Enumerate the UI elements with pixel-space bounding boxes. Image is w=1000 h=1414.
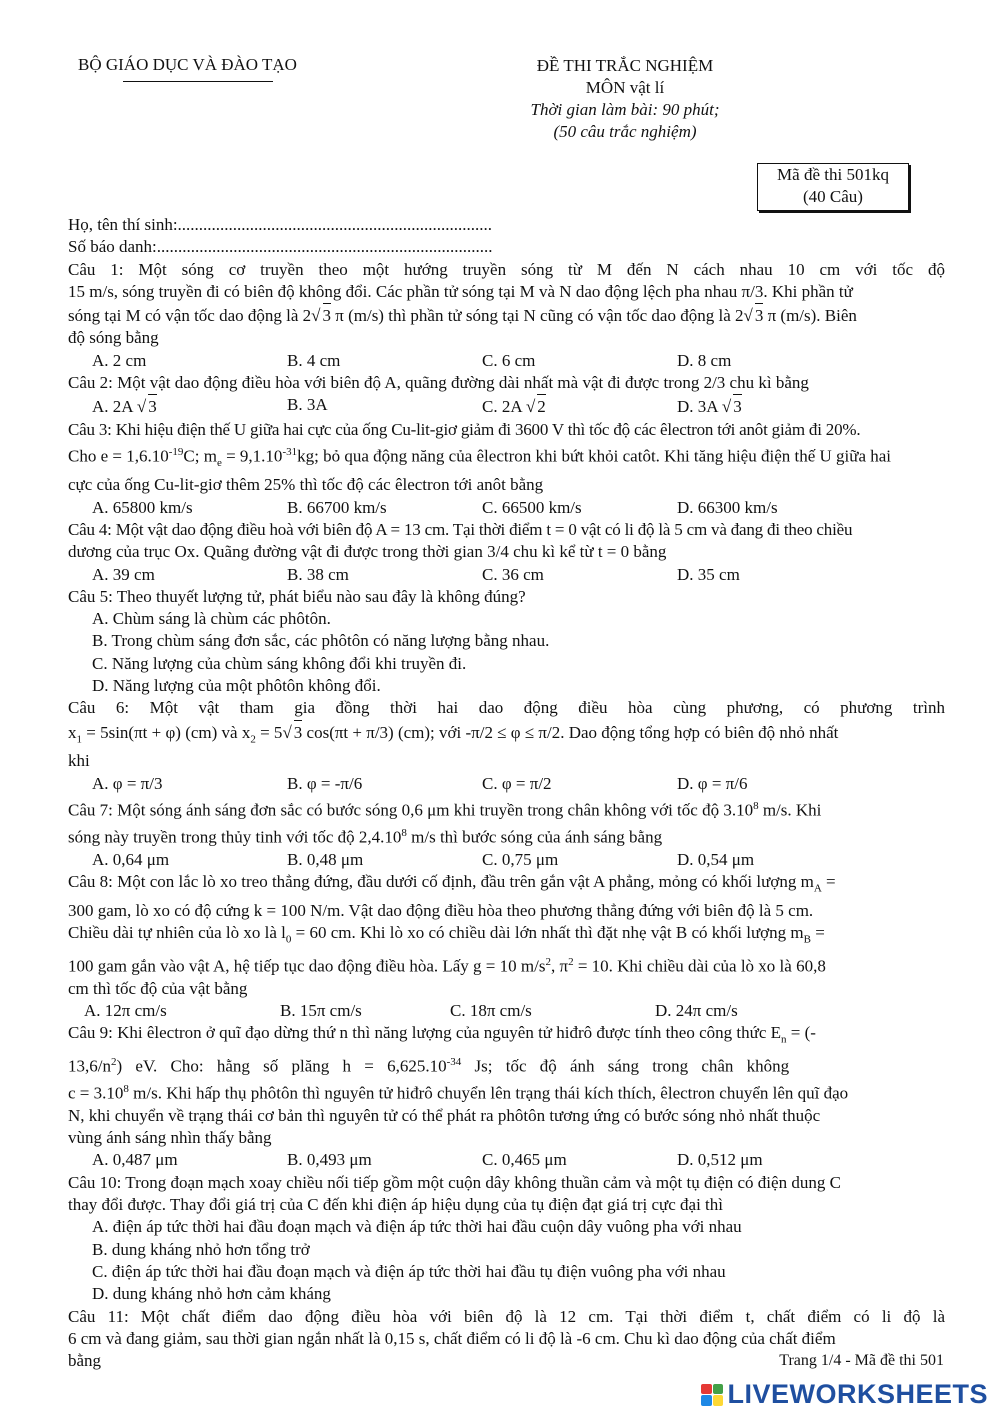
q8-line: Câu 8: Một con lắc lò xo treo thẳng đứng, đầu dưới cố định, đầu trên gắn vật A phẳng, mỏng có khối lượng $m_A$ = xyxy=(68,872,836,895)
ministry-name: BỘ GIÁO DỤC VÀ ĐÀO TẠO xyxy=(78,55,297,74)
q5-option-a[interactable]: A. Chùm sáng là chùm các phôtôn. xyxy=(92,609,331,629)
q6-line: khi xyxy=(68,751,90,771)
liveworksheets-brand[interactable] xyxy=(701,1379,988,1410)
sqrt-radical-icon: √ xyxy=(311,306,321,326)
q7-options xyxy=(92,849,945,871)
q9-option-b[interactable]: B. 0,493 μm xyxy=(287,1150,372,1170)
q11-line: 6 cm và đang giảm, sau thời gian ngắn nhất là 0,15 s, chất điểm có li độ là -6 cm. Chu kì dao động của chất điểm xyxy=(68,1328,836,1348)
q7-option-b[interactable]: B. 0,48 μm xyxy=(287,849,364,869)
q3-option-c[interactable]: C. 66500 km/s xyxy=(482,497,582,517)
q4-option-a[interactable]: A. 39 cm xyxy=(92,564,155,584)
q10-line: thay đổi được. Thay đổi giá trị của C đến khi điện áp hiệu dụng của tụ điện đạt giá trị cực đại thì xyxy=(68,1195,723,1215)
q3-line: Câu 3: Khi hiệu điện thế U giữa hai cực của ống Cu-lit-giơ giảm đi 3600 V thì tốc độ các êlectron tới anôt giảm đi 20%. xyxy=(68,419,861,439)
q2-option-b[interactable]: B. 3A xyxy=(287,395,328,415)
q1-option-d[interactable]: D. 8 cm xyxy=(677,350,732,370)
question-4 xyxy=(68,519,945,586)
question-1 xyxy=(68,259,945,372)
q6-option-d[interactable]: D. φ = π/6 xyxy=(677,773,748,793)
brand-name: LIVEWORKSHEETS xyxy=(727,1379,988,1409)
q9-option-c[interactable]: C. 0,465 μm xyxy=(482,1150,567,1170)
exam-subject: MÔN vật lí xyxy=(585,78,665,97)
q5-option-b[interactable]: B. Trong chùm sáng đơn sắc, các phôtôn có năng lượng bằng nhau. xyxy=(92,631,550,651)
exam-code-box xyxy=(757,163,909,211)
q8-option-a[interactable]: A. 12π cm/s xyxy=(84,1000,167,1020)
q11-line: Câu 11: Một chất điểm dao động điều hòa với biên độ là 12 cm. Tại thời điểm t, chất điểm có li độ là xyxy=(68,1306,945,1326)
sqrt-radical-icon: √ xyxy=(282,722,292,742)
sqrt-radical-icon: √ xyxy=(743,306,753,326)
q10-option-c[interactable]: C. điện áp tức thời hai đầu đoạn mạch và điện áp tức thời hai đầu tụ điện vuông pha với nhau xyxy=(92,1261,726,1281)
q7-option-c[interactable]: C. 0,75 μm xyxy=(482,849,559,869)
q6-line: $x_1 = 5\sin(\pi t + \varphi)$ (cm) và $x_2 = 5√$ 3 cos(πt + π/3) (cm); với -π/2 ≤ φ ≤ π/2. Dao động tổng hợp có biên độ nhỏ nhất xyxy=(68,720,945,751)
q2-option-a[interactable]: A. 2A √ 3 xyxy=(92,394,287,418)
q8-line: Chiều dài tự nhiên của lò xo là $l_0 = 60$ cm. Khi lò xo có chiều dài lớn nhất thì đặt nhẹ vật B có khối lượng $m_B$ = xyxy=(68,923,825,946)
q2-option-d[interactable]: D. 3A √ 3 xyxy=(677,394,872,418)
exam-code: Mã đề thi 501kq xyxy=(777,165,889,184)
question-7 xyxy=(68,795,945,871)
q1-option-b[interactable]: B. 4 cm xyxy=(287,350,341,370)
q8-option-c[interactable]: C. 18π cm/s xyxy=(450,1000,532,1020)
sqrt-symbol: 3 xyxy=(755,303,764,327)
question-count: (40 Câu) xyxy=(803,187,863,206)
q4-option-d[interactable]: D. 35 cm xyxy=(677,564,740,584)
q7-line: sóng này truyền trong thủy tinh với tốc độ 2,4.10$^8$ m/s thì bước sóng của ánh sáng bằng xyxy=(68,826,663,847)
q9-options xyxy=(92,1149,945,1171)
ministry-header xyxy=(78,55,297,75)
exam-content xyxy=(68,214,945,1372)
question-3 xyxy=(68,419,945,519)
liveworksheets-logo-icon xyxy=(701,1384,723,1406)
q11-line: bằng xyxy=(68,1351,102,1371)
q4-option-b[interactable]: B. 38 cm xyxy=(287,564,349,584)
q1-option-a[interactable]: A. 2 cm xyxy=(92,350,147,370)
q1-line: sóng tại M có vận tốc dao động là 2√ 3 π (m/s) thì phần tử sóng tại N cũng có vận tốc dao động là 2√ 3 π (m/s). Biên xyxy=(68,303,945,327)
q8-line: 100 gam gắn vào vật A, hệ tiếp tục dao động điều hòa. Lấy g = 10 $m/s^2$, $\pi^2 = 10$. Khi chiều dài của lò xo là 60,8 xyxy=(68,955,826,976)
q3-option-a[interactable]: A. 65800 km/s xyxy=(92,497,193,517)
q8-option-d[interactable]: D. 24π cm/s xyxy=(655,1000,738,1020)
candidate-number-field[interactable]: Số báo danh:............................................................................... xyxy=(68,237,493,257)
q10-option-a[interactable]: A. điện áp tức thời hai đầu đoạn mạch và điện áp tức thời hai đầu cuộn dây vuông pha với nhau xyxy=(92,1217,742,1237)
q2-option-c[interactable]: C. 2A √ 2 xyxy=(482,394,677,418)
sqrt-radical-icon: √ xyxy=(525,397,536,417)
question-5 xyxy=(68,586,945,697)
q10-line: Câu 10: Trong đoạn mạch xoay chiều nối tiếp gồm một cuộn dây không thuần cảm và một tụ điện có điện dung C xyxy=(68,1172,841,1192)
q5-line: Câu 5: Theo thuyết lượng tử, phát biểu nào sau đây là không đúng? xyxy=(68,586,526,606)
q7-option-a[interactable]: A. 0,64 μm xyxy=(92,849,170,869)
q6-options xyxy=(92,773,945,795)
question-8 xyxy=(68,871,945,1022)
exam-header xyxy=(505,55,745,143)
q4-line: dương của trục Ox. Quãng đường vật đi được trong thời gian 3/4 chu kì kể từ t = 0 bằng xyxy=(68,542,667,562)
exam-count: (50 câu trắc nghiệm) xyxy=(553,122,697,141)
q9-option-d[interactable]: D. 0,512 μm xyxy=(677,1150,763,1170)
q8-line: 300 gam, lò xo có độ cứng k = 100 N/m. Vật dao động điều hòa theo phương thẳng đứng với biên độ là 5 cm. xyxy=(68,900,814,920)
question-2 xyxy=(68,372,945,419)
q6-option-b[interactable]: B. φ = -π/6 xyxy=(287,773,363,793)
sqrt-radical-icon: √ xyxy=(136,397,147,417)
q1-line: độ sóng bằng xyxy=(68,328,159,348)
q1-line: 15 m/s, sóng truyền đi có biên độ không đổi. Các phần tử sóng tại M và N dao động lệch pha nhau π/3. Khi phần tử xyxy=(68,281,853,301)
q9-line: N, khi chuyển về trạng thái cơ bản thì nguyên tử có thể phát ra phôtôn tương ứng có bước sóng nhỏ nhất thuộc xyxy=(68,1105,821,1125)
q4-line: Câu 4: Một vật dao động điều hoà với biên độ A = 13 cm. Tại thời điểm t = 0 vật có li độ là 5 cm và đang đi theo chiều xyxy=(68,519,853,539)
exam-title: ĐỀ THI TRẮC NGHIỆM xyxy=(536,56,714,75)
q7-line: Câu 7: Một sóng ánh sáng đơn sắc có bước sóng 0,6 μm khi truyền trong chân không với tốc độ 3.10$^8$ m/s. Khi xyxy=(68,799,822,820)
exam-time: Thời gian làm bài: 90 phút; xyxy=(530,100,720,119)
q6-option-a[interactable]: A. φ = π/3 xyxy=(92,773,163,793)
q5-option-c[interactable]: C. Năng lượng của chùm sáng không đổi khi truyền đi. xyxy=(92,653,467,673)
q10-option-b[interactable]: B. dung kháng nhỏ hơn tổng trở xyxy=(92,1239,310,1259)
q6-option-c[interactable]: C. φ = π/2 xyxy=(482,773,552,793)
q9-option-a[interactable]: A. 0,487 μm xyxy=(92,1150,178,1170)
q6-line: Câu 6: Một vật tham gia đồng thời hai dao động điều hòa cùng phương, có phương trình xyxy=(68,698,945,718)
q8-option-b[interactable]: B. 15π cm/s xyxy=(280,1000,362,1020)
q4-option-c[interactable]: C. 36 cm xyxy=(482,564,544,584)
question-6 xyxy=(68,697,945,795)
candidate-name-field[interactable]: Họ, tên thí sinh:.......................................................................... xyxy=(68,215,493,234)
q3-line: Cho $e = 1,6.10^{-19}C$; $m_e = 9,1.10^{-31}kg$; bỏ qua động năng của êlectron khi bứt khỏi catôt. Khi tăng hiệu điện thế U giữa hai xyxy=(68,445,892,470)
q1-options xyxy=(92,350,945,372)
q8-options xyxy=(84,1000,945,1022)
q5-option-d[interactable]: D. Năng lượng của một phôtôn không đổi. xyxy=(92,675,381,695)
header-underline xyxy=(123,81,273,82)
question-10 xyxy=(68,1172,945,1306)
q3-line: cực của ống Cu-lit-giơ thêm 25% thì tốc độ các êlectron tới anôt bằng xyxy=(68,475,544,495)
q9-line: Câu 9: Khi êlectron ở quĩ đạo dừng thứ n thì năng lượng của nguyên tử hiđrô được tính theo công thức $E_n$ = (- xyxy=(68,1023,816,1046)
question-9 xyxy=(68,1022,945,1171)
q2-options xyxy=(92,394,945,418)
q4-options xyxy=(92,564,945,586)
q9-line: $13,6/n^2$) eV. Cho: hằng số plăng $h = 6,625.10^{-34}$ Js; tốc độ ánh sáng trong chân không xyxy=(68,1055,790,1076)
q9-line: vùng ánh sáng nhìn thấy bằng xyxy=(68,1128,272,1148)
page-footer: Trang 1/4 - Mã đề thi 501 xyxy=(779,1352,944,1369)
q7-option-d[interactable]: D. 0,54 μm xyxy=(677,849,755,869)
q1-option-c[interactable]: C. 6 cm xyxy=(482,350,536,370)
q1-line: Câu 1: Một sóng cơ truyền theo một hướng truyền sóng từ M đến N cách nhau 10 cm với tốc độ xyxy=(68,259,945,279)
q9-line: $c = 3.10^8$ m/s. Khi hấp thụ phôtôn thì nguyên tử hiđrô chuyển lên trạng thái kích thích, êlectron chuyển lên quĩ đạo xyxy=(68,1082,849,1103)
sqrt-radical-icon: √ xyxy=(721,397,732,417)
q8-line: cm thì tốc độ của vật bằng xyxy=(68,978,248,998)
q3-option-d[interactable]: D. 66300 km/s xyxy=(677,497,778,517)
q3-option-b[interactable]: B. 66700 km/s xyxy=(287,497,387,517)
sqrt-symbol: 3 xyxy=(323,303,332,327)
q2-line: Câu 2: Một vật dao động điều hòa với biên độ A, quãng đường dài nhất mà vật đi được trong 2/3 chu kì bằng xyxy=(68,373,809,393)
q10-option-d[interactable]: D. dung kháng nhỏ hơn cảm kháng xyxy=(92,1284,331,1304)
q3-options xyxy=(92,497,945,519)
